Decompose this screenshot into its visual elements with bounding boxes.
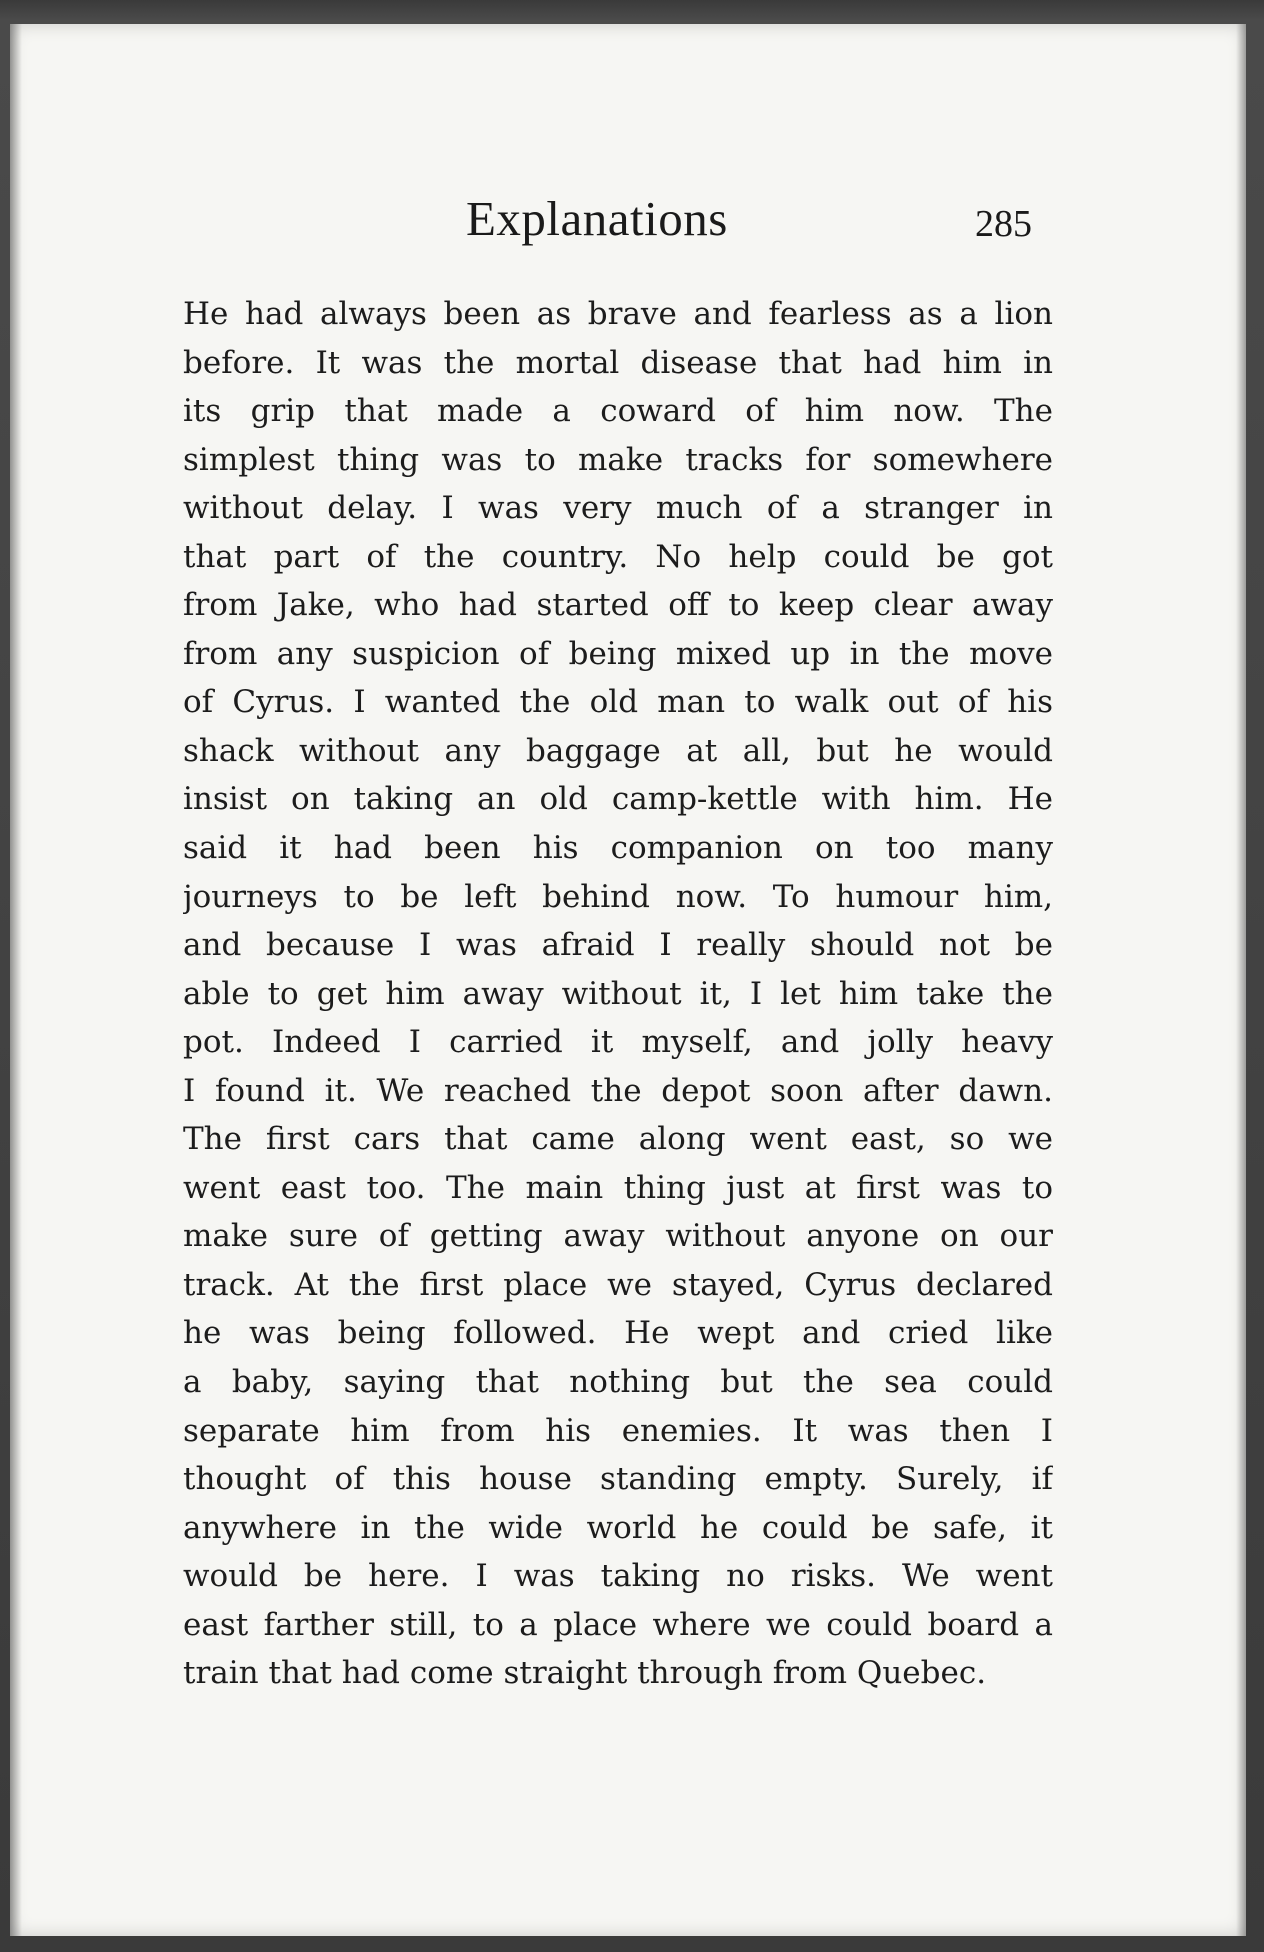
text-line: The first cars that came along went east, so we xyxy=(183,1121,1053,1158)
text-line: simplest thing was to make tracks for somewhere xyxy=(183,441,1053,478)
text-line: shack without any baggage at all, but he would xyxy=(183,732,1053,769)
body-text xyxy=(183,290,1053,1698)
text-line: He had always been as brave and fearless as a lion xyxy=(183,296,1053,332)
text-line: from any suspicion of being mixed up in the move xyxy=(183,635,1053,672)
text-line: east farther still, to a place where we could board a xyxy=(183,1606,1053,1643)
text-line: from Jake, who had started off to keep clear away xyxy=(183,587,1053,624)
text-line: insist on taking an old camp-kettle with him. He xyxy=(183,781,1053,818)
text-line: able to get him away without it, I let him take the xyxy=(183,975,1053,1012)
text-line: of Cyrus. I wanted the old man to walk out of his xyxy=(183,684,1053,721)
text-line: that part of the country. No help could be got xyxy=(183,538,1053,575)
text-line: separate him from his enemies. It was then I xyxy=(183,1412,1053,1449)
text-line: track. At the first place we stayed, Cyrus declared xyxy=(183,1266,1053,1303)
running-title: Explanations xyxy=(466,191,728,246)
text-line: would be here. I was taking no risks. We went xyxy=(183,1558,1053,1595)
text-line: he was being followed. He wept and cried like xyxy=(183,1315,1053,1352)
text-line: went east too. The main thing just at first was to xyxy=(183,1169,1053,1206)
text-line: train that had come straight through from Quebec. xyxy=(183,1655,987,1692)
text-line: without delay. I was very much of a stranger in xyxy=(183,490,1053,527)
text-line: a baby, saying that nothing but the sea could xyxy=(183,1364,1053,1401)
text-line: make sure of getting away without anyone on our xyxy=(183,1218,1053,1255)
text-line: and because I was afraid I really should not be xyxy=(183,927,1053,964)
text-line: thought of this house standing empty. Surely, if xyxy=(183,1461,1053,1498)
text-line: before. It was the mortal disease that had him in xyxy=(183,344,1053,381)
page-number: 285 xyxy=(975,203,1032,245)
book-page xyxy=(10,24,1246,1936)
text-line: said it had been his companion on too many xyxy=(183,830,1053,867)
text-line: its grip that made a coward of him now. The xyxy=(183,393,1053,430)
text-line: I found it. We reached the depot soon after dawn. xyxy=(183,1072,1053,1109)
running-head xyxy=(10,190,1246,260)
text-line: pot. Indeed I carried it myself, and jolly heavy xyxy=(183,1024,1053,1061)
text-line: anywhere in the wide world he could be safe, it xyxy=(183,1509,1053,1546)
text-line: journeys to be left behind now. To humour him, xyxy=(183,878,1053,915)
